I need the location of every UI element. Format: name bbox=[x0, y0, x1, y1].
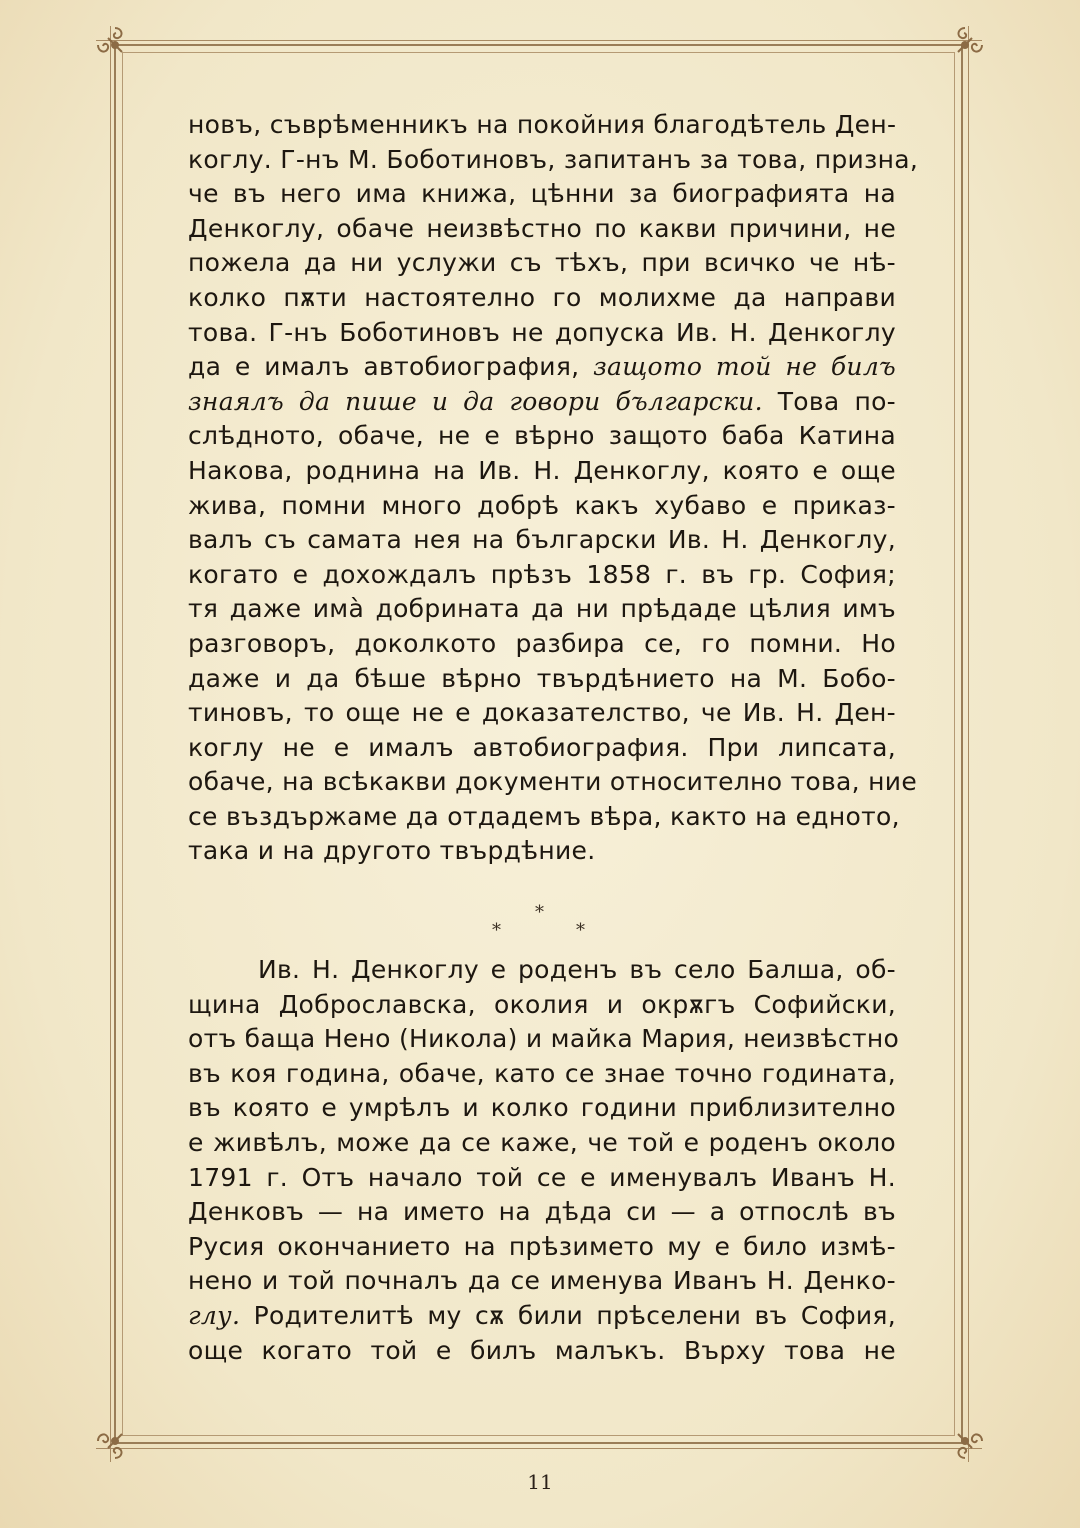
text-line: валъ съ самата нея на български Ив. Н. Денкоглу, bbox=[188, 525, 896, 555]
paragraph-1 bbox=[188, 108, 919, 869]
text-line: Денковъ — на името на дѣда си — а отпослѣ въ bbox=[188, 1197, 896, 1227]
italic-quote: знаялъ да пише и да говори български. bbox=[188, 386, 763, 416]
text-line: колко пѫти настоятелно го молихме да направи bbox=[188, 282, 896, 312]
text-line: обаче, на всѣкакви документи относително това, ние bbox=[188, 767, 918, 797]
text-line: щина Доброславска, околия и окрѫгъ Софийски, bbox=[188, 989, 896, 1019]
text-run: да е ималъ автобиография, bbox=[188, 352, 580, 382]
text-line: въ която е умрѣлъ и колко години приблизително bbox=[188, 1093, 896, 1123]
corner-ornament-icon-bottom-right bbox=[942, 1418, 988, 1464]
text-line: Денкоглу, обаче неизвѣстно по какви причини, не bbox=[188, 213, 896, 243]
text-line: тиновъ, то още не е доказателство, че Ив. Н. Ден- bbox=[188, 698, 896, 728]
text-line: разговоръ, доколкото разбира се, го помни. Но bbox=[188, 628, 896, 658]
text-line: тя даже имà добрината да ни прѣдаде цѣлия имъ bbox=[188, 594, 896, 624]
paragraph-2 bbox=[188, 953, 900, 1368]
text-line: 1791 г. Отъ начало той се е именувалъ Иванъ Н. bbox=[188, 1162, 896, 1192]
text-run: Това по- bbox=[777, 386, 897, 416]
text-line: Ив. Н. Денкоглу е роденъ въ село Балша, об- bbox=[258, 955, 896, 984]
border-rule-top bbox=[96, 40, 982, 41]
asterisk-mark: * bbox=[576, 920, 585, 941]
text-line: така и на другото твърдѣние. bbox=[188, 836, 596, 866]
text-line: въ коя година, обаче, като се знае точно годината, bbox=[188, 1058, 896, 1088]
asterisk-mark: * bbox=[492, 920, 501, 941]
border-rule-bottom bbox=[96, 1448, 982, 1449]
text-run: Родителитѣ му сѫ били прѣселени въ София, bbox=[253, 1300, 896, 1330]
text-line: нено и той почналъ да се именува Иванъ Н. Денко- bbox=[188, 1266, 896, 1296]
text-line: пожела да ни услужи съ тѣхъ, при всичко че нѣ- bbox=[188, 248, 896, 278]
page-number: 11 bbox=[527, 1470, 553, 1494]
italic-suffix: глу. bbox=[188, 1300, 241, 1330]
text-line: слѣдното, обаче, не е вѣрно защото баба Катина bbox=[188, 421, 896, 451]
text-line: даже и да бѣше вѣрно твърдѣнието на М. Бобо- bbox=[188, 663, 896, 693]
corner-ornament-icon-top-right bbox=[942, 22, 988, 68]
text-line: това. Г-нъ Боботиновъ не допуска Ив. Н. Денкоглу bbox=[188, 317, 896, 347]
text-line: Накова, роднина на Ив. Н. Денкоглу, която е още bbox=[188, 455, 896, 485]
text-line: новъ, съврѣменникъ на покойния благодѣтель Ден- bbox=[188, 110, 897, 139]
text-line-mixed bbox=[188, 1299, 896, 1334]
section-separator bbox=[480, 902, 600, 942]
italic-quote: защото той не билъ bbox=[593, 352, 896, 382]
text-line: Русия окончанието на прѣзимето му е било измѣ- bbox=[188, 1231, 896, 1261]
text-line: коглу. Г-нъ М. Боботиновъ, запитанъ за това, призна, bbox=[188, 144, 919, 174]
text-line: че въ него има книжа, цѣнни за биографията на bbox=[188, 179, 896, 209]
text-line: се въздържаме да отдадемъ вѣра, както на едното, bbox=[188, 801, 900, 831]
border-rule-left bbox=[110, 26, 111, 1462]
text-line: е живѣлъ, може да се каже, че той е роденъ около bbox=[188, 1127, 896, 1157]
border-rule-right bbox=[968, 26, 969, 1462]
text-line: още когато той е билъ малъкъ. Върху това не bbox=[188, 1335, 896, 1365]
corner-ornament-icon-bottom-left bbox=[92, 1418, 138, 1464]
text-line: коглу не е ималъ автобиография. При липсата, bbox=[188, 732, 896, 762]
corner-ornament-icon-top-left bbox=[92, 22, 138, 68]
text-line: когато е дохождалъ прѣзъ 1858 г. въ гр. София; bbox=[188, 559, 896, 589]
text-line-mixed bbox=[188, 385, 896, 420]
text-line-mixed bbox=[188, 350, 896, 385]
asterisk-mark: * bbox=[535, 902, 544, 923]
text-line: отъ баща Нено (Никола) и майка Мария, неизвѣстно bbox=[188, 1024, 900, 1054]
text-line: жива, помни много добрѣ какъ хубаво е приказ- bbox=[188, 490, 896, 520]
